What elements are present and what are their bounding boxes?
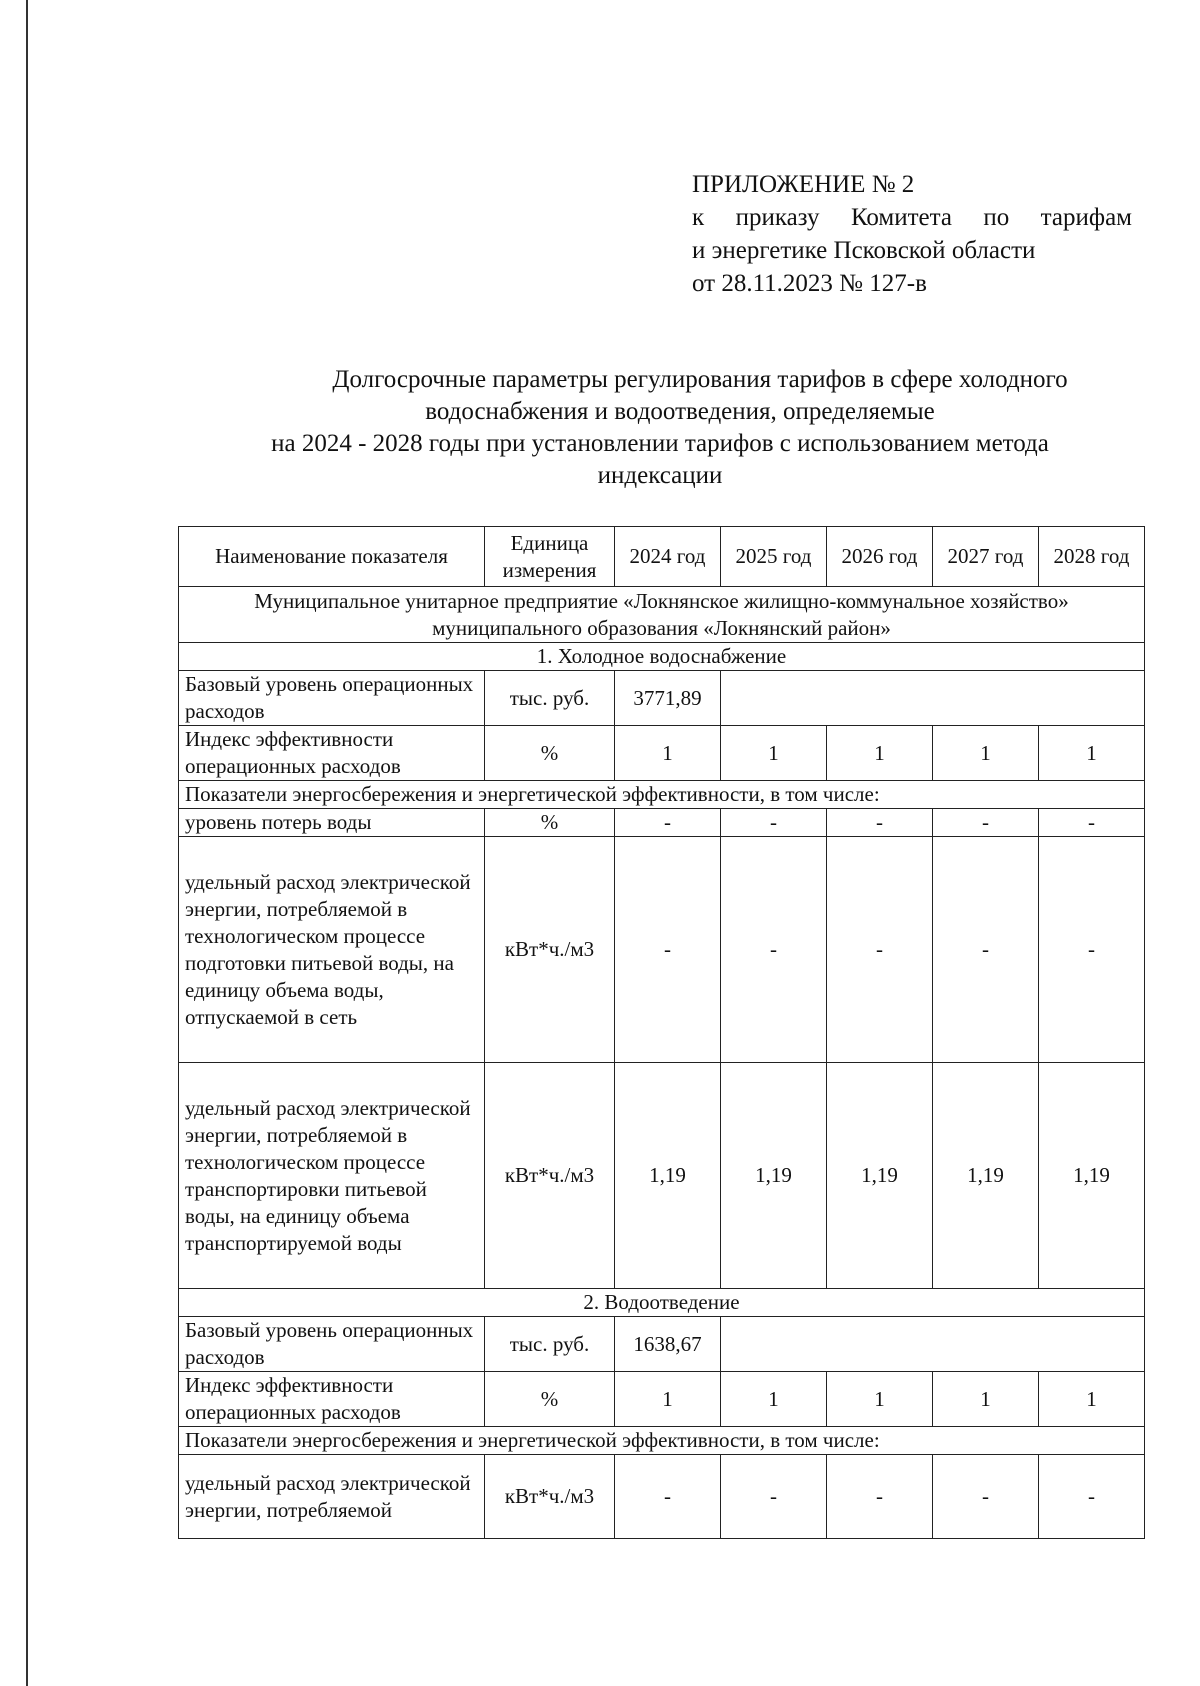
row-unit: %: [485, 726, 615, 781]
cell-2026: -: [827, 1455, 933, 1539]
cell-2024: 1638,67: [615, 1317, 721, 1372]
table-row: [179, 1372, 1145, 1427]
row-name: Индекс эффективности операционных расходов: [179, 1372, 485, 1427]
row-name: Индекс эффективности операционных расходов: [179, 726, 485, 781]
row-name: удельный расход электрической энергии, потребляемой в технологическом процессе транспортировки питьевой воды, на единицу объема транспортируемой воды: [179, 1063, 485, 1289]
row-name: уровень потерь воды: [179, 809, 485, 837]
row-unit: тыс. руб.: [485, 1317, 615, 1372]
cell-2027: 1: [933, 1372, 1039, 1427]
header-name: Наименование показателя: [179, 527, 485, 587]
header-2025: 2025 год: [721, 527, 827, 587]
cell-2025: -: [721, 837, 827, 1063]
row-name: Базовый уровень операционных расходов: [179, 671, 485, 726]
header-2028: 2028 год: [1039, 527, 1145, 587]
energy-header: Показатели энергосбережения и энергетической эффективности, в том числе:: [179, 781, 1145, 809]
cell-2025: 1: [721, 1372, 827, 1427]
table-row: [179, 809, 1145, 837]
section1-title: 1. Холодное водоснабжение: [179, 643, 1145, 671]
org-row: [179, 587, 1145, 643]
table-row: [179, 1063, 1145, 1289]
row-name: Базовый уровень операционных расходов: [179, 1317, 485, 1372]
energy-header-row: [179, 1427, 1145, 1455]
cell-2024: 3771,89: [615, 671, 721, 726]
cell-empty: [721, 1317, 1145, 1372]
appendix-number: ПРИЛОЖЕНИЕ № 2: [692, 171, 915, 198]
organization-name: Муниципальное унитарное предприятие «Локнянское жилищно-коммунальное хозяйство» муниципального образования «Локнянский район»: [179, 587, 1145, 643]
cell-2025: 1,19: [721, 1063, 827, 1289]
cell-2025: -: [721, 809, 827, 837]
table-row: [179, 1455, 1145, 1539]
table-row: [179, 1317, 1145, 1372]
parameters-table: [178, 526, 1145, 1539]
cell-empty: [721, 671, 1145, 726]
cell-2028: 1,19: [1039, 1063, 1145, 1289]
cell-2026: -: [827, 837, 933, 1063]
appendix-date: от 28.11.2023 № 127-в: [692, 270, 927, 297]
cell-2027: -: [933, 837, 1039, 1063]
cell-2024: 1: [615, 1372, 721, 1427]
row-unit: кВт*ч./м3: [485, 1063, 615, 1289]
title-line-4: индексации: [597, 462, 723, 489]
cell-2026: 1: [827, 726, 933, 781]
cell-2027: 1: [933, 726, 1039, 781]
cell-2025: -: [721, 1455, 827, 1539]
cell-2026: 1,19: [827, 1063, 933, 1289]
header-2024: 2024 год: [615, 527, 721, 587]
cell-2028: 1: [1039, 726, 1145, 781]
appendix-block: [692, 168, 1132, 300]
energy-header: Показатели энергосбережения и энергетической эффективности, в том числе:: [179, 1427, 1145, 1455]
row-name: удельный расход электрической энергии, потребляемой в технологическом процессе подготовки питьевой воды, на единицу объема воды, отпускаемой в сеть: [179, 837, 485, 1063]
table-row: [179, 671, 1145, 726]
cell-2026: 1: [827, 1372, 933, 1427]
cell-2024: -: [615, 1455, 721, 1539]
table-row: [179, 726, 1145, 781]
appendix-order-ref: к приказу Комитета по тарифам: [692, 204, 1132, 231]
document-title: [200, 364, 1120, 492]
row-unit: кВт*ч./м3: [485, 837, 615, 1063]
cell-2025: 1: [721, 726, 827, 781]
section1-row: [179, 643, 1145, 671]
cell-2028: -: [1039, 809, 1145, 837]
appendix-committee: и энергетике Псковской области: [692, 237, 1036, 264]
cell-2027: 1,19: [933, 1063, 1039, 1289]
cell-2024: -: [615, 809, 721, 837]
title-line-3: на 2024 - 2028 годы при установлении тарифов с использованием метода: [271, 430, 1049, 457]
section2-title: 2. Водоотведение: [179, 1289, 1145, 1317]
cell-2028: -: [1039, 837, 1145, 1063]
cell-2027: -: [933, 809, 1039, 837]
cell-2028: -: [1039, 1455, 1145, 1539]
energy-header-row: [179, 781, 1145, 809]
row-unit: тыс. руб.: [485, 671, 615, 726]
title-line-2: водоснабжения и водоотведения, определяемые: [425, 398, 935, 425]
cell-2026: -: [827, 809, 933, 837]
row-unit: кВт*ч./м3: [485, 1455, 615, 1539]
cell-2024: 1,19: [615, 1063, 721, 1289]
row-unit: %: [485, 809, 615, 837]
cell-2024: -: [615, 837, 721, 1063]
row-name: удельный расход электрической энергии, потребляемой: [179, 1455, 485, 1539]
section2-row: [179, 1289, 1145, 1317]
header-2027: 2027 год: [933, 527, 1039, 587]
header-unit: Единица измерения: [485, 527, 615, 587]
header-row: [179, 527, 1145, 587]
cell-2028: 1: [1039, 1372, 1145, 1427]
table-row: [179, 837, 1145, 1063]
scan-edge-line: [26, 0, 28, 1686]
header-2026: 2026 год: [827, 527, 933, 587]
cell-2027: -: [933, 1455, 1039, 1539]
row-unit: %: [485, 1372, 615, 1427]
cell-2024: 1: [615, 726, 721, 781]
title-line-1: Долгосрочные параметры регулирования тарифов в сфере холодного: [332, 366, 1068, 393]
